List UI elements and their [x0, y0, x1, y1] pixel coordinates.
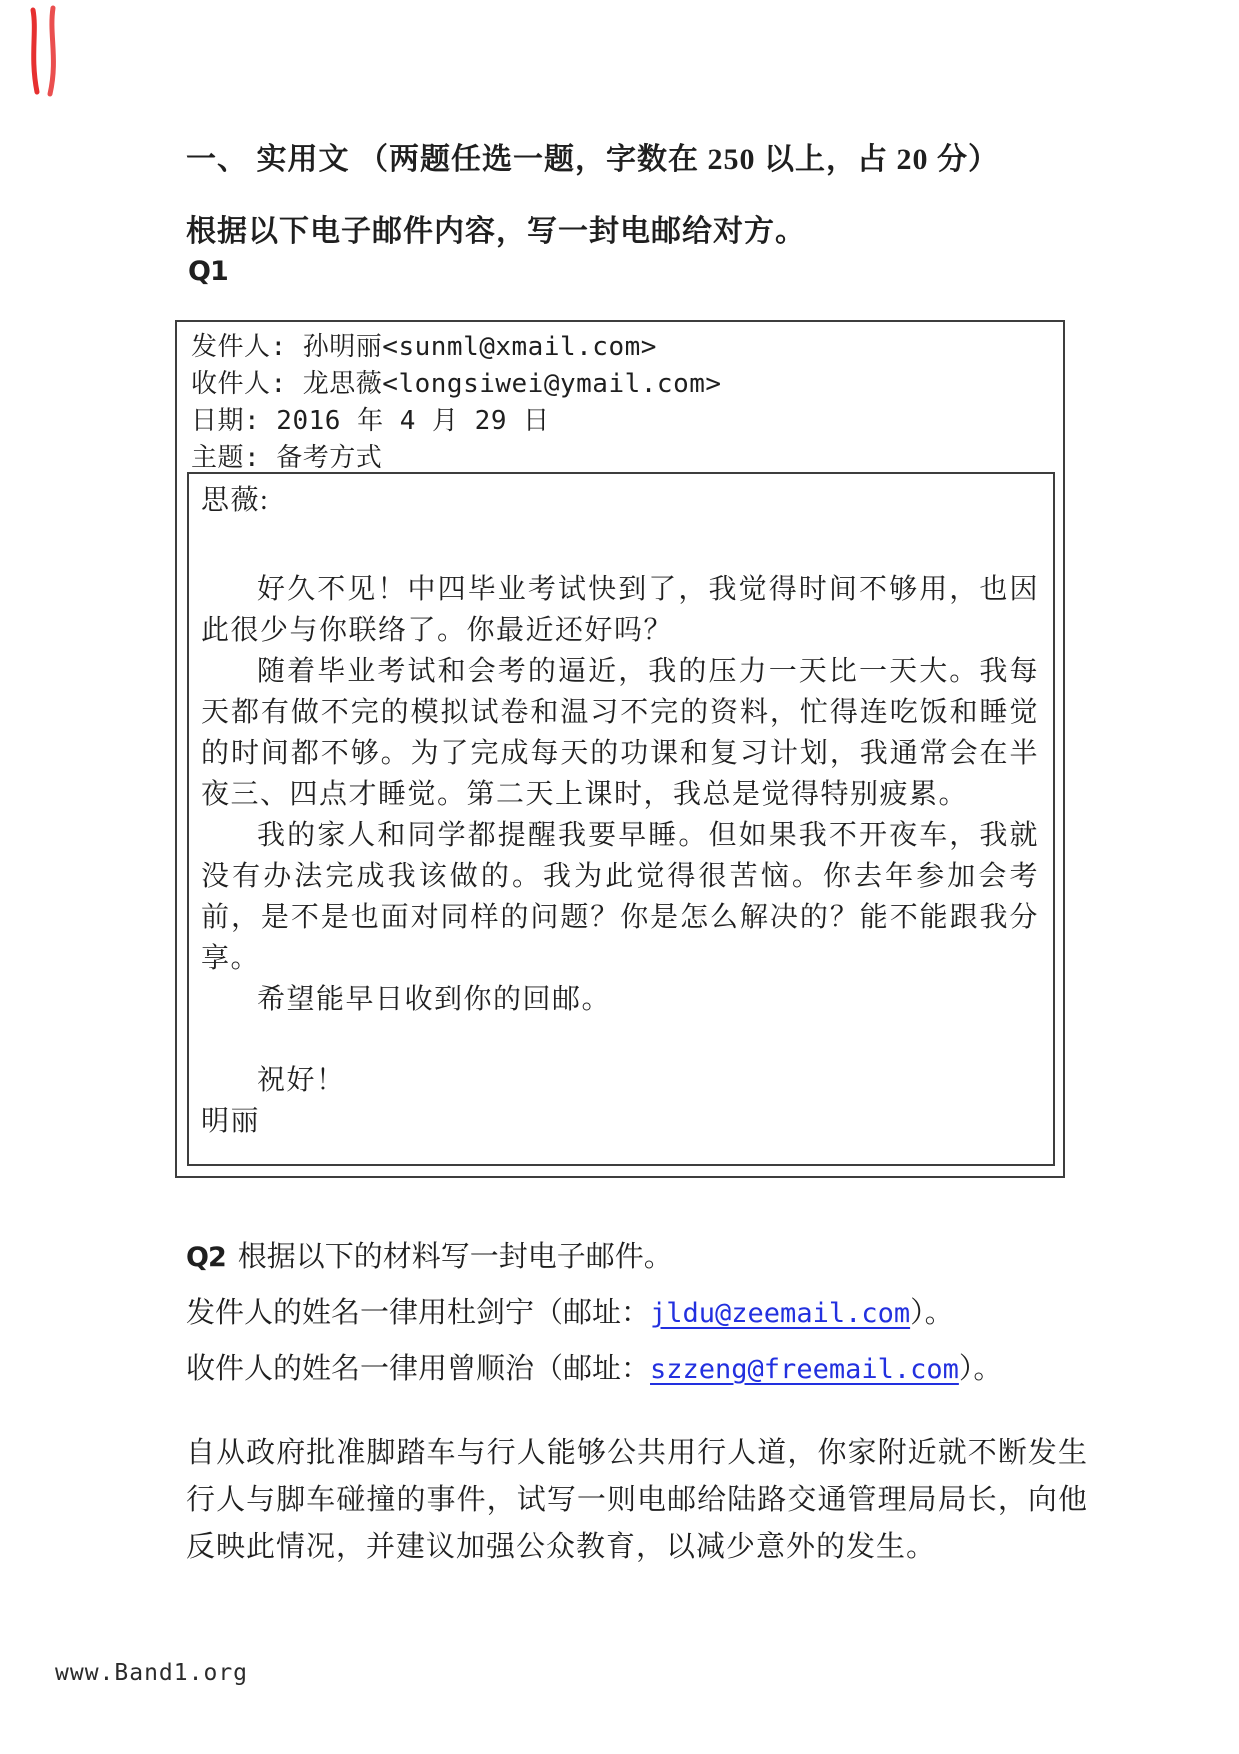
email-header: [191, 329, 722, 477]
q2-sender-prefix: 发件人的姓名一律用杜剑宁（邮址：: [186, 1297, 651, 1329]
email-date-line: 日期: 2016 年 4 月 29 日: [191, 406, 550, 436]
q1-label: Q1: [188, 256, 228, 287]
email-paragraph-3: 我的家人和同学都提醒我要早睡。但如果我不开夜车，我就没有办法完成我该做的。我为此觉得很苦恼。你去年参加会考前，是不是也面对同样的问题？你是怎么解决的？能不能跟我分享。: [201, 820, 1039, 974]
red-pen-marks-icon: [22, 4, 68, 100]
q2-intro-line: [186, 1234, 673, 1275]
q2-sender-suffix: ）。: [910, 1297, 954, 1329]
email-paragraph-2: 随着毕业考试和会考的逼近，我的压力一天比一天大。我每天都有做不完的模拟试卷和温习不完的资料，忙得连吃饭和睡觉的时间都不够。为了完成每天的功课和复习计划，我通常会在半夜三、四点才睡觉。第二天上课时，我总是觉得特别疲累。: [201, 656, 1039, 810]
email-body-box: [187, 472, 1055, 1166]
q2-task-paragraph: 自从政府批准脚踏车与行人能够公共用行人道，你家附近就不断发生行人与脚车碰撞的事件，试写一则电邮给陆路交通管理局局长，向他反映此情况，并建议加强公众教育，以减少意外的发生。: [186, 1437, 1088, 1563]
q2-sender-line: [186, 1290, 954, 1331]
recipient-email-link[interactable]: szzeng@freemail.com: [650, 1354, 959, 1385]
email-signature: 明丽: [201, 1106, 261, 1137]
sender-email-link[interactable]: jldu@zeemail.com: [650, 1298, 911, 1329]
email-to-line: 收件人: 龙思薇<longsiwei@ymail.com>: [191, 369, 722, 399]
email-paragraph-1: 好久不见！中四毕业考试快到了，我觉得时间不够用，也因此很少与你联络了。你最近还好吗？: [201, 574, 1039, 646]
q2-recipient-prefix: 收件人的姓名一律用曾顺治（邮址：: [186, 1353, 651, 1385]
q2-intro-text: 根据以下的材料写一封电子邮件。: [237, 1241, 673, 1273]
q2-recipient-line: [186, 1346, 1002, 1387]
q2-recipient-suffix: ）。: [958, 1353, 1003, 1385]
email-paragraph-4: 希望能早日收到你的回邮。: [257, 984, 612, 1015]
email-from-line: 发件人: 孙明丽<sunml@xmail.com>: [191, 332, 657, 362]
email-greeting: 思薇:: [201, 485, 270, 516]
section-heading: 一、 实用文 （两题任选一题，字数在 250 以上，占 20 分）: [186, 143, 999, 176]
task-instruction: 根据以下电子邮件内容，写一封电邮给对方。: [186, 215, 806, 248]
site-watermark: www.Band1.org: [55, 1660, 249, 1686]
q1-email-box: [175, 320, 1065, 1178]
email-subject-line: 主题: 备考方式: [191, 443, 383, 473]
q2-label: Q2: [186, 1242, 226, 1273]
email-closing: 祝好！: [257, 1065, 346, 1096]
